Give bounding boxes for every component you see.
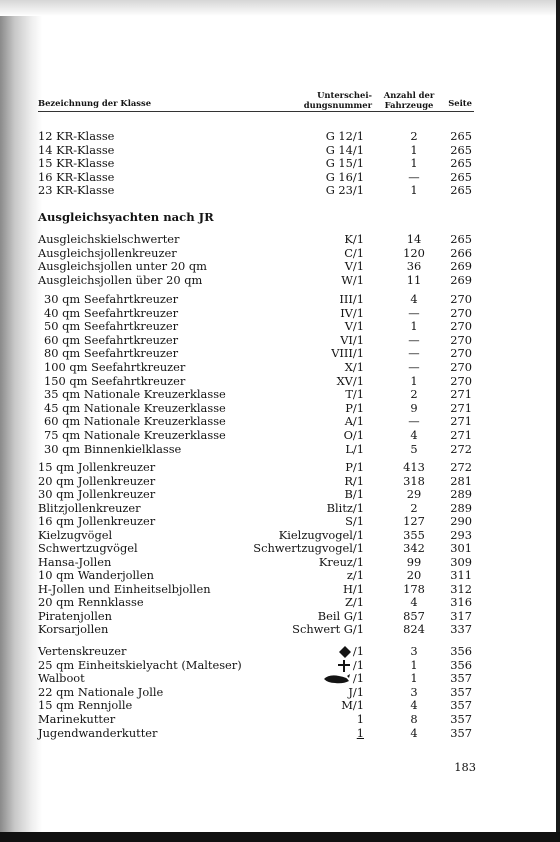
page-ref: 269 [450, 272, 472, 287]
whale-icon [323, 673, 351, 685]
class-name: Ausgleichsjollen unter 20 qm [38, 259, 207, 274]
class-number [326, 144, 364, 157]
class-number-text: C/1 [344, 245, 364, 260]
class-number [345, 488, 364, 501]
table-row [0, 233, 560, 246]
class-name: Vertenskreuzer [38, 644, 127, 658]
class-number-text: L/1 [345, 441, 364, 456]
page-ref: 272 [450, 460, 472, 474]
page-ref: 337 [450, 622, 472, 636]
class-number [347, 569, 364, 582]
table-row [0, 556, 560, 569]
class-number [279, 529, 364, 542]
vessel-count: 99 [406, 554, 422, 569]
class-name: 12 KR-Klasse [38, 129, 115, 143]
table-row [0, 184, 560, 197]
column-header-count [382, 90, 436, 110]
vessel-count: 1 [410, 142, 418, 157]
class-name: Hansa-Jollen [38, 554, 112, 569]
page-ref: 270 [450, 360, 472, 374]
vessel-count: 4 [410, 292, 418, 306]
page-ref: 357 [450, 671, 472, 686]
page-ref: 301 [450, 541, 472, 555]
vessel-count: — [408, 305, 420, 320]
class-number-text: G 15/1 [325, 156, 364, 171]
vessel-count: 14 [406, 232, 422, 246]
class-number-text: /1 [352, 657, 364, 672]
class-name: Korsarjollen [38, 622, 109, 636]
diamond-icon [339, 646, 351, 658]
class-number-text: R/1 [344, 473, 364, 488]
table-row [0, 659, 560, 672]
class-number [323, 672, 364, 685]
vessel-count: 857 [403, 608, 425, 623]
table-row [0, 713, 560, 726]
table-row [0, 171, 560, 184]
class-number [345, 596, 364, 609]
vessel-count: 4 [410, 725, 418, 740]
column-header-number-line2: dungsnummer [303, 100, 372, 110]
class-number [318, 610, 364, 623]
class-number-text: G 12/1 [325, 129, 364, 143]
column-header-count-line1: Anzahl der [383, 90, 435, 100]
table-row [0, 672, 560, 685]
class-number-text: K/1 [344, 232, 364, 246]
class-number [343, 583, 364, 596]
class-name: 150 qm Seefahrtkreuzer [44, 373, 186, 388]
class-number-text: Schwertzugvogel/1 [253, 541, 364, 555]
class-name: 15 qm Jollenkreuzer [38, 460, 156, 474]
class-number [345, 415, 364, 428]
page-number: 183 [454, 760, 476, 774]
class-number-text: P/1 [345, 460, 364, 474]
class-number-text: Kreuz/1 [318, 554, 364, 569]
table-row [0, 475, 560, 488]
vessel-count: 3 [410, 644, 418, 658]
class-number [326, 130, 364, 143]
class-name: 30 qm Jollenkreuzer [38, 487, 156, 501]
column-header-page: Seite [448, 98, 472, 108]
page-ref: 356 [450, 644, 472, 658]
class-name: Piratenjollen [38, 608, 112, 623]
vessel-count: 413 [403, 460, 425, 474]
vessel-count: 3 [410, 684, 418, 699]
vessel-count: 11 [406, 272, 422, 287]
class-number [331, 347, 364, 360]
class-name: 60 qm Seefahrtkreuzer [44, 332, 179, 347]
table-row [0, 247, 560, 260]
class-name: Jugendwanderkutter [38, 725, 158, 740]
page-ref: 271 [450, 400, 472, 415]
class-number-text: G 14/1 [325, 142, 364, 157]
class-name: Marinekutter [38, 712, 116, 726]
vessel-count: 20 [406, 568, 422, 582]
class-name: 16 KR-Klasse [38, 169, 115, 184]
vessel-count: 342 [403, 541, 425, 555]
vessel-count: 8 [410, 712, 418, 726]
cross-icon [337, 659, 351, 673]
vessel-count: 1 [410, 319, 418, 334]
class-number-text: IV/1 [340, 305, 364, 320]
page-ref: 311 [450, 568, 472, 582]
table-row [0, 274, 560, 287]
class-number-text: 1 [356, 725, 364, 740]
page-ref: 265 [450, 183, 472, 198]
table-row [0, 260, 560, 273]
class-number-text: Schwert G/1 [292, 622, 364, 636]
page-ref: 357 [450, 698, 472, 713]
class-number [357, 713, 364, 726]
page-ref: 290 [450, 514, 472, 528]
class-number [345, 461, 364, 474]
class-number-text: G 16/1 [325, 169, 364, 184]
class-name: 20 qm Rennklasse [38, 595, 144, 609]
vessel-count: 4 [410, 698, 418, 713]
vessel-count: 178 [403, 581, 425, 596]
class-number [345, 260, 364, 273]
vessel-count: 2 [410, 129, 418, 143]
class-number-text: S/1 [345, 514, 364, 528]
class-number-text: VI/1 [340, 332, 364, 347]
class-number-text: M/1 [341, 698, 364, 713]
class-number-text: V/1 [344, 259, 364, 274]
table-row [0, 583, 560, 596]
class-number-text: T/1 [345, 387, 364, 402]
table-row [0, 334, 560, 347]
table-row [0, 569, 560, 582]
column-header-class: Bezeichnung der Klasse [38, 98, 152, 108]
class-name: Ausgleichskielschwerter [38, 232, 180, 246]
vessel-count: 2 [410, 387, 418, 402]
vessel-count: 1 [410, 373, 418, 388]
page-ref: 265 [450, 142, 472, 157]
class-name: 15 qm Rennjolle [38, 698, 133, 713]
vessel-count: 2 [410, 500, 418, 515]
class-number [253, 542, 364, 555]
table-row [0, 361, 560, 374]
vessel-count: 4 [410, 595, 418, 609]
class-number [345, 388, 364, 401]
class-number [344, 429, 364, 442]
class-number [341, 274, 364, 287]
vessel-count: 1 [410, 657, 418, 672]
class-name: Blitzjollenkreuzer [38, 500, 141, 515]
class-number-text: W/1 [341, 272, 364, 287]
class-number-text: Beil G/1 [317, 608, 364, 623]
table-row [0, 699, 560, 712]
class-number-text: Z/1 [345, 595, 364, 609]
class-name: 50 qm Seefahrtkreuzer [44, 319, 179, 334]
class-number-text: z/1 [346, 568, 364, 582]
column-header-number-line1: Unterschei- [317, 90, 372, 100]
page-ref: 356 [450, 657, 472, 672]
page-ref: 316 [450, 595, 472, 609]
page-ref: 293 [450, 527, 472, 542]
vessel-count: 29 [406, 487, 422, 501]
class-number [326, 157, 364, 170]
vessel-count: 355 [403, 527, 425, 542]
vessel-count: 824 [403, 622, 425, 636]
class-number [326, 171, 364, 184]
class-name: 14 KR-Klasse [38, 142, 115, 157]
class-number-text: J/1 [348, 684, 364, 699]
page-ref: 289 [450, 487, 472, 501]
table-row [0, 320, 560, 333]
vessel-count: — [408, 346, 420, 361]
class-number [344, 247, 364, 260]
table-row [0, 461, 560, 474]
table-row [0, 307, 560, 320]
class-number [319, 556, 364, 569]
page-ref: 317 [450, 608, 472, 623]
class-name: 30 qm Seefahrtkreuzer [44, 292, 179, 306]
vessel-count: — [408, 414, 420, 429]
page-ref: 265 [450, 232, 472, 246]
class-number [337, 375, 364, 388]
class-number-text: VIII/1 [331, 346, 364, 361]
table-row [0, 488, 560, 501]
class-number [327, 502, 364, 515]
vessel-count: 36 [406, 259, 422, 274]
page-ref: 265 [450, 129, 472, 143]
class-name: 35 qm Nationale Kreuzerklasse [44, 387, 226, 402]
table-row [0, 610, 560, 623]
page-ref: 357 [450, 684, 472, 699]
table-row [0, 686, 560, 699]
class-name: 30 qm Binnenkielklasse [44, 441, 182, 456]
class-name: 22 qm Nationale Jolle [38, 684, 164, 699]
page-ref: 309 [450, 554, 472, 569]
class-number-text: X/1 [344, 360, 364, 374]
page-ref: 265 [450, 156, 472, 171]
vessel-count: 120 [403, 245, 425, 260]
class-number-text: III/1 [339, 292, 364, 306]
class-number [345, 443, 364, 456]
class-name: 20 qm Jollenkreuzer [38, 473, 156, 488]
vessel-count: — [408, 169, 420, 184]
section-title: Ausgleichsyachten nach JR [38, 210, 214, 224]
table-row [0, 293, 560, 306]
vessel-count: 318 [403, 473, 425, 488]
page-ref: 271 [450, 387, 472, 402]
table-row [0, 130, 560, 143]
class-name: 75 qm Nationale Kreuzerklasse [44, 428, 226, 442]
table-row [0, 443, 560, 456]
page-ref: 266 [450, 245, 472, 260]
class-number [348, 686, 364, 699]
class-number-text: B/1 [344, 487, 364, 501]
class-number-text: V/1 [344, 319, 364, 334]
class-name: Schwertzugvögel [38, 541, 138, 555]
class-number [345, 361, 364, 374]
class-name: 16 qm Jollenkreuzer [38, 514, 156, 528]
table-row [0, 375, 560, 388]
class-name: Walboot [38, 671, 85, 686]
class-number [357, 727, 364, 740]
table-row [0, 727, 560, 740]
page-bottom-edge [0, 832, 560, 842]
table-row [0, 429, 560, 442]
class-number-text: P/1 [345, 400, 364, 415]
page-ref: 270 [450, 319, 472, 334]
class-number [345, 402, 364, 415]
page-ref: 270 [450, 346, 472, 361]
class-name: 23 KR-Klasse [38, 183, 115, 198]
class-number-text: /1 [352, 644, 364, 658]
page-ref: 270 [450, 373, 472, 388]
class-name: 100 qm Seefahrtkreuzer [44, 360, 186, 374]
class-number-text: O/1 [343, 428, 364, 442]
table-row [0, 515, 560, 528]
class-name: 40 qm Seefahrtkreuzer [44, 305, 179, 320]
vessel-count: — [408, 332, 420, 347]
column-header-number [300, 90, 372, 110]
vessel-count: 4 [410, 428, 418, 442]
class-number [292, 623, 364, 636]
page-ref: 271 [450, 428, 472, 442]
class-name: 60 qm Nationale Kreuzerklasse [44, 414, 226, 429]
page-top-shadow [0, 0, 560, 16]
table-row [0, 347, 560, 360]
vessel-count: — [408, 360, 420, 374]
table-row [0, 402, 560, 415]
class-number-text: 1 [356, 712, 364, 726]
table-row [0, 502, 560, 515]
page-ref: 357 [450, 725, 472, 740]
table-row [0, 529, 560, 542]
class-name: Ausgleichsjollenkreuzer [38, 245, 177, 260]
table-row [0, 645, 560, 658]
column-header-count-line2: Fahrzeuge [384, 100, 434, 110]
table-row [0, 415, 560, 428]
class-name: Kielzugvögel [38, 527, 113, 542]
class-number [344, 475, 364, 488]
class-number [344, 233, 364, 246]
class-name: 15 KR-Klasse [38, 156, 115, 171]
table-row [0, 596, 560, 609]
page-ref: 270 [450, 292, 472, 306]
class-number-text: G 23/1 [325, 183, 364, 198]
page-ref: 270 [450, 305, 472, 320]
class-number [345, 515, 364, 528]
table-row [0, 157, 560, 170]
class-name: H-Jollen und Einheitselbjollen [38, 581, 211, 596]
class-number [326, 184, 364, 197]
class-number-text: H/1 [342, 581, 364, 596]
table-row [0, 542, 560, 555]
class-number-text: A/1 [344, 414, 364, 429]
class-number [340, 307, 364, 320]
page-ref: 272 [450, 441, 472, 456]
class-number-text: Kielzugvogel/1 [278, 527, 364, 542]
table-row [0, 623, 560, 636]
class-name: 45 qm Nationale Kreuzerklasse [44, 400, 226, 415]
page-ref: 270 [450, 332, 472, 347]
class-number [339, 645, 364, 658]
vessel-count: 127 [403, 514, 425, 528]
class-number-text: Blitz/1 [326, 500, 364, 515]
class-name: 10 qm Wanderjollen [38, 568, 154, 582]
class-number [345, 320, 364, 333]
header-rule [38, 111, 474, 112]
vessel-count: 1 [410, 156, 418, 171]
class-number [339, 293, 364, 306]
page-ref: 357 [450, 712, 472, 726]
vessel-count: 9 [410, 400, 418, 415]
page-ref: 281 [450, 473, 472, 488]
class-name: 80 qm Seefahrtkreuzer [44, 346, 179, 361]
vessel-count: 1 [410, 671, 418, 686]
page-ref: 271 [450, 414, 472, 429]
class-name: Ausgleichsjollen über 20 qm [38, 272, 203, 287]
class-name: 25 qm Einheitskielyacht (Malteser) [38, 657, 242, 672]
class-number-text: XV/1 [336, 373, 364, 388]
page-ref: 265 [450, 169, 472, 184]
page-ref: 269 [450, 259, 472, 274]
vessel-count: 5 [410, 441, 418, 456]
page-ref: 312 [450, 581, 472, 596]
class-number [340, 334, 364, 347]
table-row [0, 388, 560, 401]
vessel-count: 1 [410, 183, 418, 198]
class-number [341, 699, 364, 712]
class-number-text: /1 [352, 671, 364, 686]
table-row [0, 144, 560, 157]
page-ref: 289 [450, 500, 472, 515]
